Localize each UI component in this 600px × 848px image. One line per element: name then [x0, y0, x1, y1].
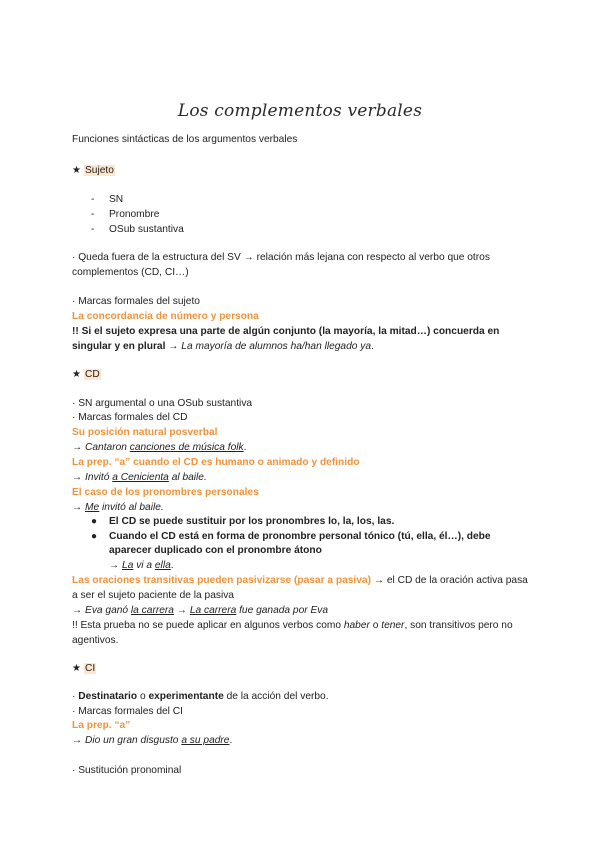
paragraph-text: ·	[72, 691, 79, 702]
underlined-text: La carrera	[189, 605, 237, 616]
dash-icon: -	[91, 209, 95, 220]
orange-subheading: El caso de los pronombres personales	[72, 487, 259, 498]
example-line	[72, 501, 164, 514]
note-line: !! Si el sujeto expresa una parte de algún conjunto (la mayoría, la mitad…) concuerda en	[72, 326, 500, 337]
arrow-icon: →	[72, 442, 83, 453]
example-text: tener	[381, 620, 405, 631]
list-item: Pronombre	[109, 209, 160, 220]
star-icon: ★	[72, 663, 82, 674]
paragraph-line: complementos (CD, CI…)	[72, 267, 189, 278]
period: .	[371, 341, 374, 352]
orange-subheading: La concordancia de número y persona	[72, 311, 259, 322]
example-text: Eva ganó	[85, 605, 131, 616]
arrow-icon: →	[72, 605, 83, 616]
section-heading-cd	[72, 368, 101, 381]
underlined-text: La	[122, 560, 134, 571]
example-text: Cantaron	[85, 442, 130, 453]
example-text: Dio un gran disgusto	[85, 735, 182, 746]
paragraph-line: · Marcas formales del CD	[72, 412, 188, 423]
note-line	[72, 340, 374, 353]
paragraph-line: · Queda fuera de la estructura del SV → relación más lejana con respecto al verbo que otros	[72, 252, 490, 263]
underlined-text: ella	[154, 560, 171, 571]
example-text: fue ganada por Eva	[236, 605, 329, 616]
paragraph-line: · Marcas formales del sujeto	[72, 296, 200, 307]
note-line	[72, 619, 513, 632]
paragraph-line: · Sustitución pronominal	[72, 765, 182, 776]
section-heading-sujeto	[72, 164, 115, 177]
arrow-icon: →	[176, 605, 187, 616]
period: .	[243, 442, 247, 453]
underlined-text: a Cenicienta	[112, 472, 169, 483]
paragraph-line: · SN argumental o una OSub sustantiva	[72, 398, 253, 409]
arrow-icon: →	[72, 472, 83, 483]
list-item: SN	[109, 194, 124, 205]
period: .	[170, 560, 174, 571]
example-line	[72, 471, 207, 484]
paragraph-line: a ser el sujeto paciente de la pasiva	[72, 590, 234, 601]
bullet-item-cont: aparecer duplicado con el pronombre átono	[109, 545, 322, 556]
bold-term: Destinatario	[78, 691, 138, 702]
paragraph-line	[72, 690, 329, 703]
note-text: , son transitivos pero no	[404, 620, 513, 631]
underlined-text: la carrera	[130, 605, 174, 616]
arrow-icon: →	[168, 341, 179, 352]
example-text: al baile.	[168, 472, 207, 483]
example-line	[72, 604, 328, 617]
note-text: o	[369, 620, 382, 631]
note-line: agentivos.	[72, 635, 119, 646]
example-text: La mayoría de alumnos ha/han llegado ya	[181, 341, 372, 352]
note-bold: singular y en plural	[72, 341, 166, 352]
example-text: vi a	[133, 560, 155, 571]
bold-term: experimentante	[148, 691, 224, 702]
arrow-icon: →	[72, 735, 83, 746]
heading-label: Sujeto	[84, 165, 114, 176]
orange-subheading: Su posición natural posverbal	[72, 427, 218, 438]
period: .	[229, 735, 233, 746]
example-line	[72, 734, 232, 747]
arrow-icon: →	[109, 560, 120, 571]
underlined-text: canciones de música folk	[129, 442, 244, 453]
paragraph-line: · Marcas formales del CI	[72, 706, 183, 717]
dash-icon: -	[91, 224, 95, 235]
bullet-icon: ●	[91, 531, 98, 542]
orange-subheading: La prep. “a” cuando el CD es humano o animado y definido	[72, 457, 360, 468]
example-text: invitó al baile.	[99, 502, 164, 513]
bullet-item: Cuando el CD está en forma de pronombre personal tónico (tú, ella, él…), debe	[109, 531, 491, 542]
underlined-text: Me	[85, 502, 100, 513]
example-text: haber	[343, 620, 370, 631]
orange-subheading: La prep. “a”	[72, 720, 131, 731]
underlined-text: a su padre	[181, 735, 230, 746]
bullet-item: El CD se puede sustituir por los pronombres lo, la, los, las.	[109, 516, 395, 527]
example-line	[72, 441, 246, 454]
bullet-icon: ●	[91, 516, 98, 527]
dash-icon: -	[91, 194, 95, 205]
paragraph-text: de la acción del verbo.	[223, 691, 329, 702]
subtitle: Funciones sintácticas de los argumentos verbales	[72, 134, 298, 145]
arrow-icon: →	[72, 502, 83, 513]
heading-label: CD	[84, 369, 100, 380]
document-title: Los complementos verbales	[177, 101, 423, 121]
example-line	[109, 559, 174, 572]
heading-label: CI	[84, 663, 96, 674]
note-text: !! Esta prueba no se puede aplicar en algunos verbos como	[72, 620, 344, 631]
list-item: OSub sustantiva	[109, 224, 184, 235]
section-heading-ci	[72, 662, 96, 675]
orange-subheading: Las oraciones transitivas pueden pasivizarse (pasar a pasiva)	[72, 575, 371, 586]
paragraph-line	[72, 574, 528, 587]
star-icon: ★	[72, 165, 82, 176]
paragraph-text: → el CD de la oración activa pasa	[370, 575, 528, 586]
example-text: Invitó	[85, 472, 113, 483]
paragraph-text: o	[137, 691, 149, 702]
star-icon: ★	[72, 369, 82, 380]
